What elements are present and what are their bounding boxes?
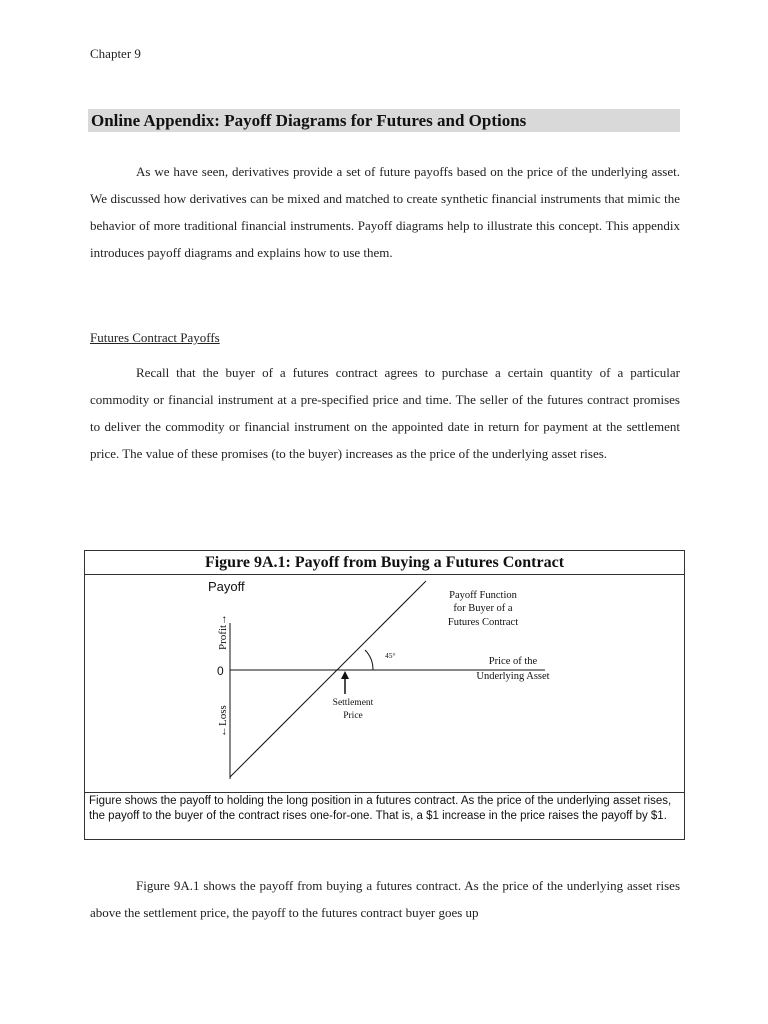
settlement-label-1: Settlement <box>332 698 374 708</box>
x-axis-label-2: Underlying Asset <box>476 671 550 682</box>
x-axis-label-1: Price of the <box>488 656 538 667</box>
closing-paragraph: Figure 9A.1 shows the payoff from buying a futures contract. As the price of the underlying asset rises above the settlement price, the payoff to the futures contract buyer goes up <box>90 878 680 920</box>
payoff-diagram <box>85 575 684 792</box>
figure-caption: Figure shows the payoff to holding the long position in a futures contract. As the price of the underlying asset rises, the payoff to the buyer of the contract rises one-for-one. That is, a $1 increase in the price raises the payoff by $1. <box>85 792 684 839</box>
figure-title: Figure 9A.1: Payoff from Buying a Futures Contract <box>85 551 684 575</box>
figure-9a1 <box>84 550 685 840</box>
intro-paragraph: As we have seen, derivatives provide a set of future payoffs based on the price of the underlying asset. We discussed how derivatives can be mixed and matched to create synthetic financial instruments that mimic the behavior of more traditional financial instruments. Payoff diagrams help to illustrate this concept. This appendix introduces payoff diagrams and explains how to use them. <box>90 164 680 260</box>
loss-label: ←Loss <box>217 705 229 737</box>
futures-paragraph: Recall that the buyer of a futures contract agrees to purchase a certain quantity of a particular commodity or financial instrument at a pre-specified price and time. The seller of the futures contract promises to deliver the commodity or financial instrument on the appointed date in return for payment at the settlement price. The value of these promises (to the buyer) increases as the price of the underlying asset rises. <box>90 365 680 461</box>
angle-label: 45° <box>385 651 396 660</box>
line-label-2: for Buyer of a <box>453 603 513 614</box>
settlement-label-2: Price <box>343 711 363 721</box>
settlement-arrowhead <box>341 671 349 679</box>
chapter-header: Chapter 9 <box>90 46 141 61</box>
line-label-1: Payoff Function <box>449 590 517 601</box>
zero-label: 0 <box>217 664 224 678</box>
y-axis-label: Payoff <box>208 579 245 594</box>
futures-subheading: Futures Contract Payoffs <box>90 330 220 345</box>
angle-arc <box>365 650 373 670</box>
section-title: Online Appendix: Payoff Diagrams for Futures and Options <box>88 109 680 132</box>
line-label-3: Futures Contract <box>447 617 519 628</box>
payoff-line <box>230 581 426 777</box>
profit-label: Profit→ <box>217 613 229 650</box>
